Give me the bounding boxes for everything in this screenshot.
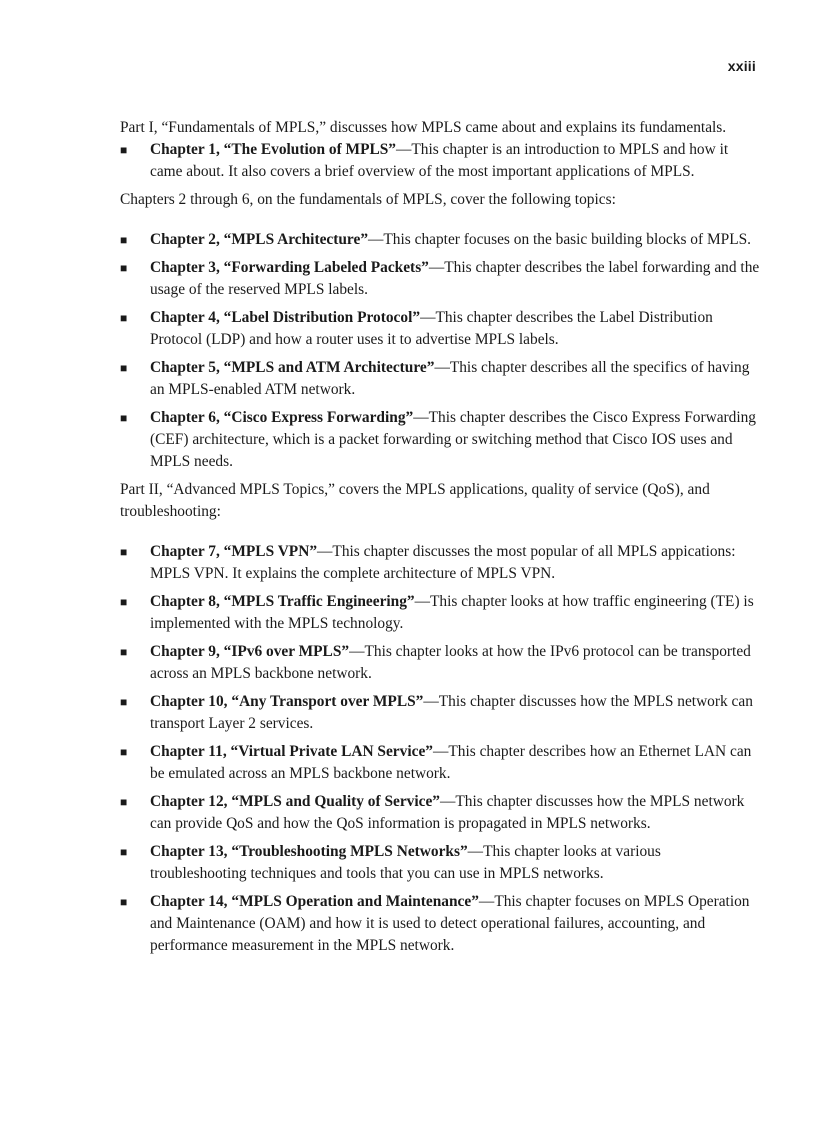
- chapter-title: Chapter 8, “MPLS Traffic Engineering”: [150, 593, 415, 610]
- chapter-description: —This chapter discusses how the MPLS network can transport Layer 2 services.: [150, 693, 753, 732]
- chapter-item: [120, 407, 760, 473]
- chapter-item: [120, 891, 760, 957]
- part1-intro: Part I, “Fundamentals of MPLS,” discusses how MPLS came about and explains its fundamentals.: [120, 119, 727, 136]
- chapter-title: Chapter 13, “Troubleshooting MPLS Networks”: [150, 843, 468, 860]
- chapter-description: —This chapter describes the Cisco Express Forwarding (CEF) architecture, which is a packet forwarding or switching method that Cisco IOS uses and MPLS needs.: [150, 409, 757, 470]
- chapter-item: [120, 641, 760, 685]
- chapters-2-6-list: [120, 229, 760, 473]
- part2-intro: Part II, “Advanced MPLS Topics,” covers the MPLS applications, quality of service (QoS), and troubleshooting:: [120, 481, 710, 520]
- bullet-icon: ■: [120, 143, 128, 157]
- chapter-item: [120, 541, 760, 585]
- chapter-title: Chapter 2, “MPLS Architecture”: [150, 231, 369, 248]
- chapter-item: [120, 591, 760, 635]
- chapter-item: [120, 307, 760, 351]
- chapter-title: Chapter 4, “Label Distribution Protocol”: [150, 309, 421, 326]
- chapter-description: —This chapter looks at how the IPv6 protocol can be transported across an MPLS backbone network.: [150, 643, 751, 682]
- chapter-item: [120, 139, 760, 183]
- chapter-title: Chapter 6, “Cisco Express Forwarding”: [150, 409, 414, 426]
- bullet-icon: ■: [120, 845, 128, 859]
- chapter-title: Chapter 11, “Virtual Private LAN Service”: [150, 743, 433, 760]
- chapter-description: —This chapter is an introduction to MPLS and how it came about. It also covers a brief overview of the most important applications of MPLS.: [150, 141, 729, 180]
- chapter-description: —This chapter focuses on the basic building blocks of MPLS.: [368, 231, 752, 248]
- chapter-title: Chapter 3, “Forwarding Labeled Packets”: [150, 259, 429, 276]
- chapter-item: [120, 791, 760, 835]
- chapter-description: —This chapter describes all the specifics of having an MPLS-enabled ATM network.: [150, 359, 750, 398]
- chapter-item: [120, 229, 760, 251]
- chapter-title: Chapter 7, “MPLS VPN”: [150, 543, 318, 560]
- chapter-title: Chapter 10, “Any Transport over MPLS”: [150, 693, 424, 710]
- chapter-description: —This chapter describes the label forwarding and the usage of the reserved MPLS labels.: [150, 259, 760, 298]
- chapter-description: —This chapter discusses how the MPLS network can provide QoS and how the QoS information is propagated in MPLS networks.: [150, 793, 745, 832]
- bullet-icon: ■: [120, 545, 128, 559]
- chapter-item: [120, 841, 760, 885]
- part1-chapter-list: [120, 139, 760, 183]
- bullet-icon: ■: [120, 645, 128, 659]
- bullet-icon: ■: [120, 233, 128, 247]
- chapter-item: [120, 691, 760, 735]
- chapter-title: Chapter 12, “MPLS and Quality of Service”: [150, 793, 440, 810]
- chapter-description: —This chapter describes how an Ethernet LAN can be emulated across an MPLS backbone network.: [150, 743, 752, 782]
- bullet-icon: ■: [120, 261, 128, 275]
- chapter-item: [120, 357, 760, 401]
- chapter-item: [120, 741, 760, 785]
- bullet-icon: ■: [120, 361, 128, 375]
- bullet-icon: ■: [120, 311, 128, 325]
- chapters-2-6-intro: Chapters 2 through 6, on the fundamentals of MPLS, cover the following topics:: [120, 191, 616, 208]
- chapter-title: Chapter 5, “MPLS and ATM Architecture”: [150, 359, 435, 376]
- bullet-icon: ■: [120, 795, 128, 809]
- bullet-icon: ■: [120, 595, 128, 609]
- bullet-icon: ■: [120, 745, 128, 759]
- chapter-description: —This chapter describes the Label Distribution Protocol (LDP) and how a router uses it to advertise MPLS labels.: [150, 309, 713, 348]
- part2-chapter-list: [120, 541, 760, 957]
- chapter-description: —This chapter looks at various troubleshooting techniques and tools that you can use in MPLS networks.: [150, 843, 661, 882]
- bullet-icon: ■: [120, 411, 128, 425]
- chapter-description: —This chapter discusses the most popular of all MPLS appications: MPLS VPN. It explains the complete architecture of MPLS VPN.: [150, 543, 736, 582]
- bullet-icon: ■: [120, 695, 128, 709]
- page-number: xxiii: [727, 58, 756, 74]
- chapter-description: —This chapter looks at how traffic engineering (TE) is implemented with the MPLS technology.: [150, 593, 754, 632]
- chapter-title: Chapter 1, “The Evolution of MPLS”: [150, 141, 396, 158]
- chapter-item: [120, 257, 760, 301]
- chapter-title: Chapter 9, “IPv6 over MPLS”: [150, 643, 350, 660]
- chapter-title: Chapter 14, “MPLS Operation and Maintenance”: [150, 893, 479, 910]
- chapter-description: —This chapter focuses on MPLS Operation and Maintenance (OAM) and how it is used to detect operational failures, accounting, and performance measurement in the MPLS network.: [150, 893, 750, 954]
- bullet-icon: ■: [120, 895, 128, 909]
- page-body: [120, 117, 760, 963]
